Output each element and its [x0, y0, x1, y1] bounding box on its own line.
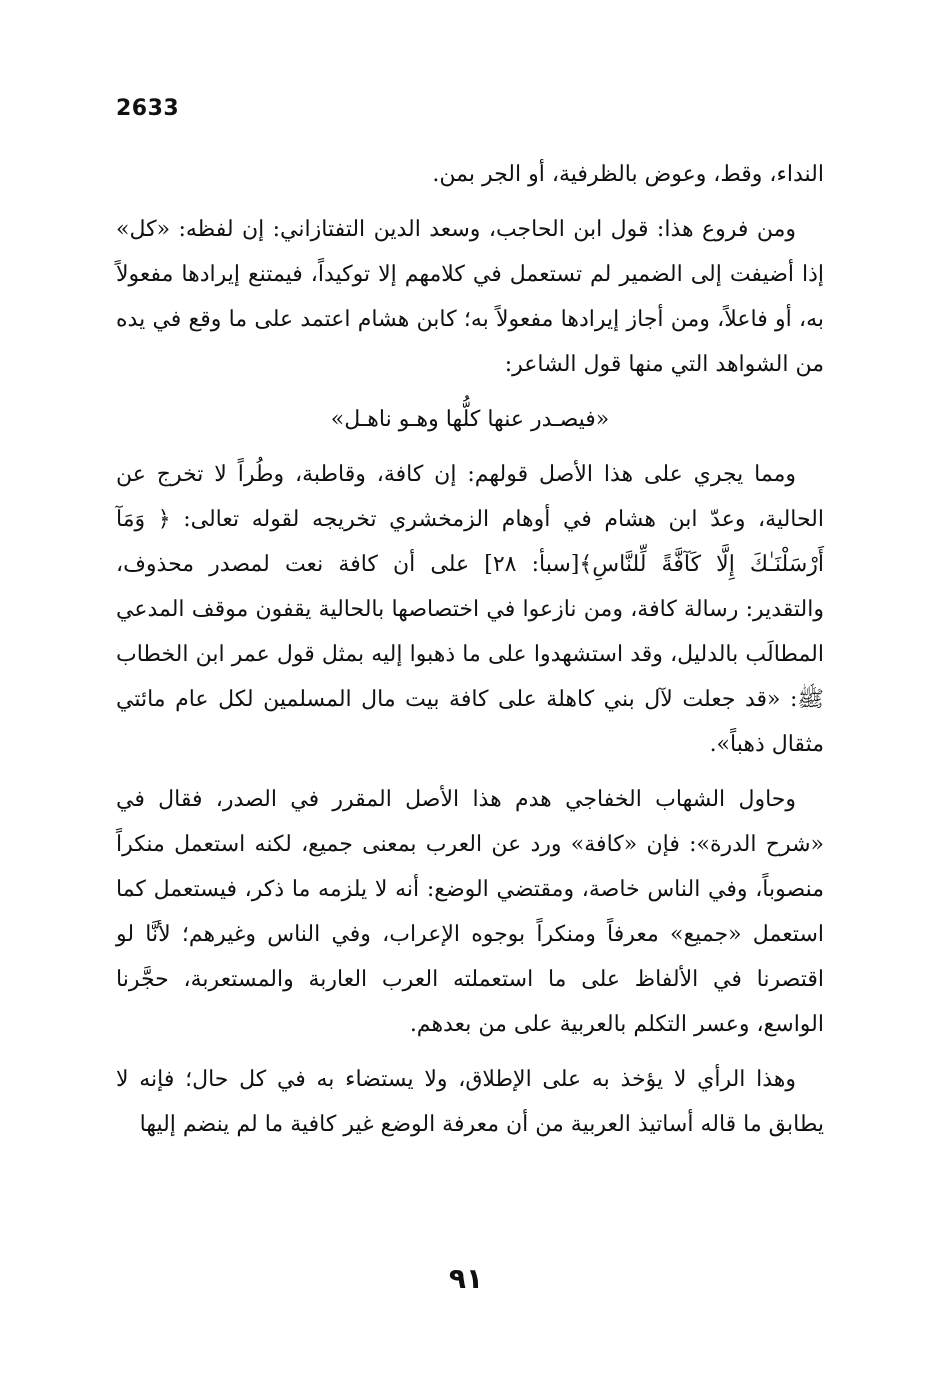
body-text [116, 152, 824, 1157]
poetry-verse: «فيصـدر عنها كلُّها وهـو ناهـل» [330, 407, 610, 432]
paragraph: النداء، وقط، وعوض بالظرفية، أو الجر بمن. [432, 162, 824, 187]
paragraph: ومما يجري على هذا الأصل قولهم: إن كافة، وقاطبة، وطُراً لا تخرج عن الحالية، وعدّ ابن هشام في أوهام الزمخشري تخريجه لقوله تعالى: ﴿ وَمَآ أَرْسَلْنَـٰكَ إِلَّا كَآفَّةً لِّلنَّاسِ﴾[سبأ: ٢٨] على أن كافة نعت لمصدر محذوف، والتقدير: رسالة كافة، ومن نازعوا في اختصاصها بالحالية يقفون موقف المدعي المطالَب بالدليل، وقد استشهدوا على ما ذهبوا إليه بمثل قول عمر ابن الخطاب ﷺ: «قد جعلت لآل بني كاهلة على كافة بيت مال المسلمين لكل عام مائتي مثقال ذهباً». [116, 462, 825, 757]
page-number: ٩١ [448, 1262, 484, 1295]
paragraph: ومن فروع هذا: قول ابن الحاجب، وسعد الدين التفتازاني: إن لفظه: «كل» إذا أضيفت إلى الضمير لم تستعمل في كلامهم إلا توكيداً، فيمتنع إيرادها مفعولاً به، أو فاعلاً، ومن أجاز إيرادها مفعولاً به؛ كابن هشام اعتمد على ما وقع في يده من الشواهد التي منها قول الشاعر: [116, 217, 824, 377]
folio-number: 2633 [116, 96, 180, 121]
paragraph: وهذا الرأي لا يؤخذ به على الإطلاق، ولا يستضاء به في كل حال؛ فإنه لا يطابق ما قاله أساتيذ العربية من أن معرفة الوضع غير كافية ما لم ينضم إليها [116, 1067, 824, 1137]
paragraph: وحاول الشهاب الخفاجي هدم هذا الأصل المقرر في الصدر، فقال في «شرح الدرة»: فإن «كافة» ورد عن العرب بمعنى جميع، لكنه استعمل منكراً منصوباً، وفي الناس خاصة، ومقتضي الوضع: أنه لا يلزمه ما ذكر، فيستعمل كما استعمل «جميع» معرفاً ومنكراً بوجوه الإعراب، وفي الناس وغيرهم؛ لأنَّا لو اقتصرنا في الألفاظ على ما استعملته العرب العاربة والمستعربة، حجَّرنا الواسع، وعسر التكلم بالعربية على من بعدهم. [116, 787, 824, 1037]
